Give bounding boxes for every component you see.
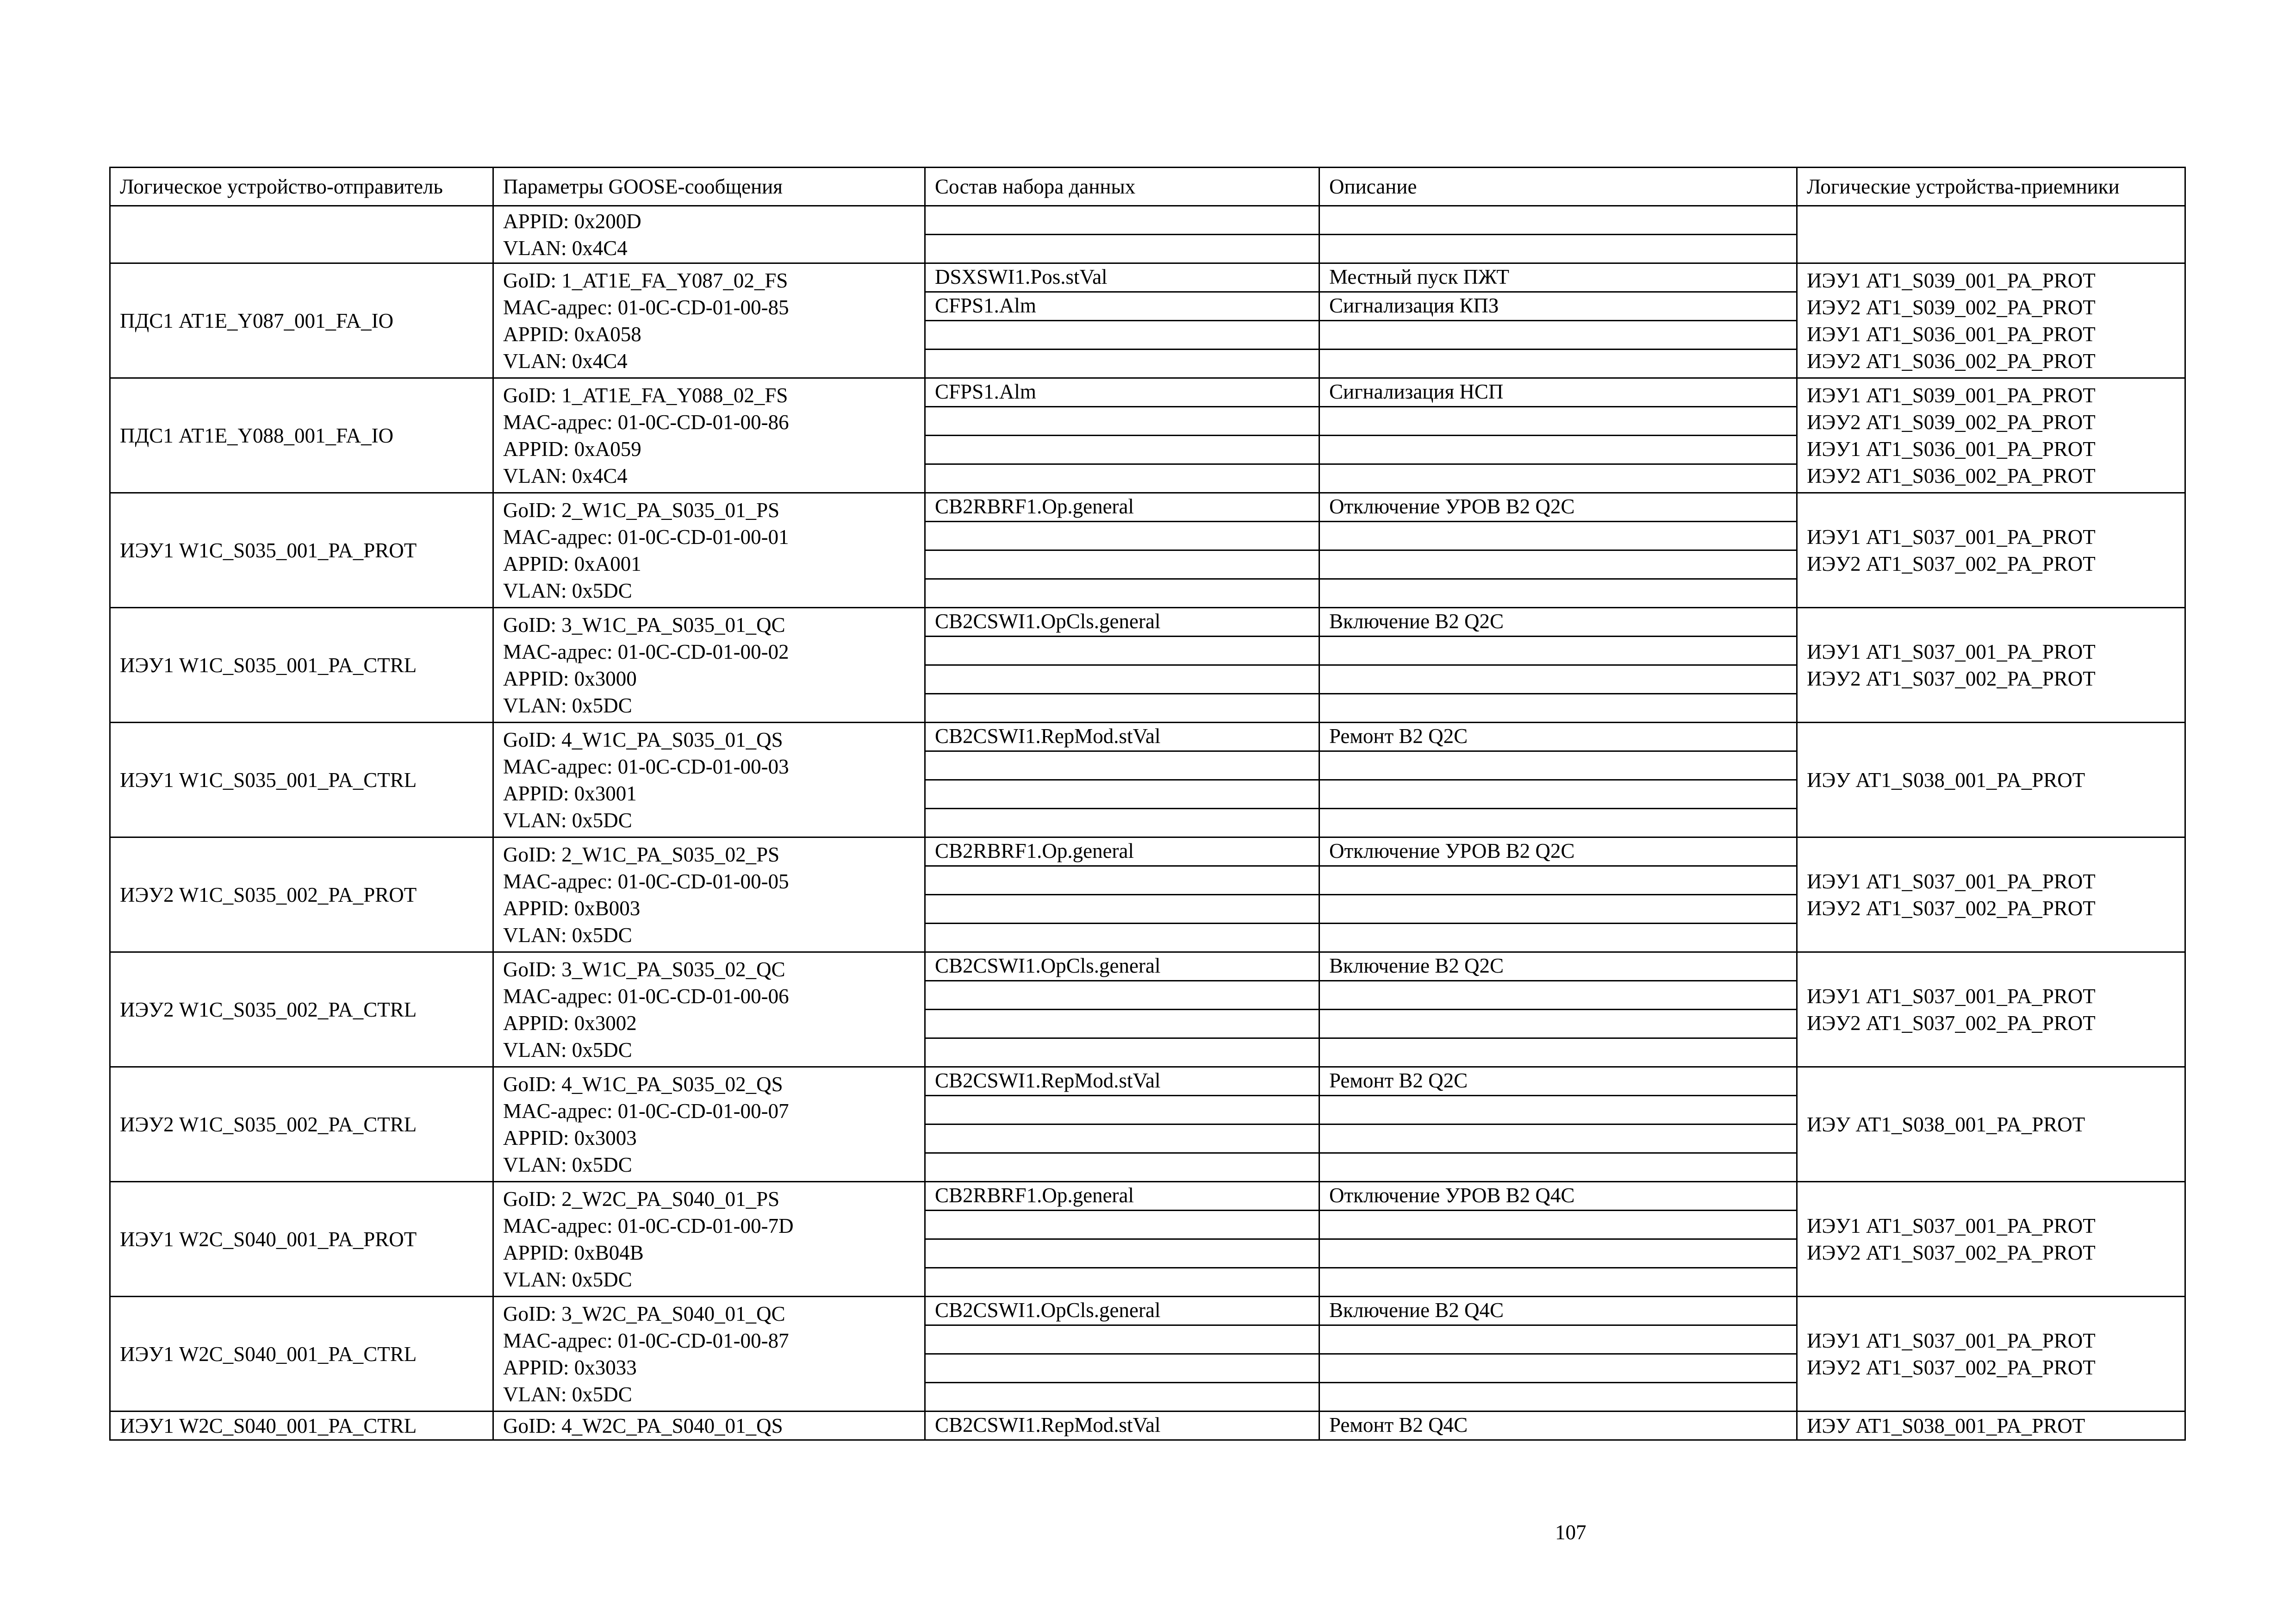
table-row (110, 1412, 2185, 1440)
table-row (110, 1067, 2185, 1096)
header-row (110, 168, 2185, 206)
sender-cell: ПДС1 AT1E_Y088_001_FA_IO (110, 378, 493, 493)
goose-params-cell (493, 263, 925, 378)
goose-params-cell (493, 1412, 925, 1440)
receiver-line: ИЭУ2 AT1_S037_002_PA_PROT (1807, 896, 2096, 920)
receiver-line: ИЭУ2 AT1_S036_002_PA_PROT (1807, 464, 2096, 487)
receiver-line: ИЭУ AT1_S038_001_PA_PROT (1807, 1112, 2085, 1136)
dataset-cell: CFPS1.Alm (925, 292, 1319, 321)
receiver-line: ИЭУ1 AT1_S039_001_PA_PROT (1807, 269, 2096, 292)
goose-param-line: APPID: 0x3033 (503, 1355, 637, 1379)
dataset-cell (925, 981, 1319, 1010)
sender-cell: ИЭУ1 W1C_S035_001_PA_PROT (110, 493, 493, 608)
description-cell (1319, 694, 1797, 723)
description-cell (1319, 866, 1797, 895)
description-cell (1319, 1354, 1797, 1383)
sender-cell: ИЭУ1 W1C_S035_001_PA_CTRL (110, 723, 493, 837)
goose-param-line: GoID: 4_W1C_PA_S035_02_QS (503, 1072, 783, 1096)
dataset-cell: CB2CSWI1.OpCls.general (925, 952, 1319, 981)
goose-param-line: MAC-адрес: 01-0C-CD-01-00-01 (503, 525, 789, 549)
dataset-cell (925, 235, 1319, 263)
receiver-line: ИЭУ2 AT1_S039_002_PA_PROT (1807, 410, 2096, 434)
goose-param-line: GoID: 1_AT1E_FA_Y087_02_FS (503, 269, 788, 292)
sender-cell (110, 206, 493, 263)
dataset-cell (925, 1153, 1319, 1182)
receiver-line: ИЭУ1 AT1_S036_001_PA_PROT (1807, 322, 2096, 346)
description-cell: Включение В2 Q2C (1319, 952, 1797, 981)
dataset-cell (925, 1354, 1319, 1383)
goose-params-cell (493, 608, 925, 723)
table-row (110, 263, 2185, 292)
goose-param-line: GoID: 2_W1C_PA_S035_02_PS (503, 843, 780, 866)
dataset-cell (925, 809, 1319, 837)
dataset-cell (925, 1096, 1319, 1124)
receiver-line: ИЭУ1 AT1_S037_001_PA_PROT (1807, 640, 2096, 663)
description-cell (1319, 1211, 1797, 1239)
goose-param-line: APPID: 0x3003 (503, 1126, 637, 1149)
goose-params-cell (493, 1182, 925, 1297)
description-cell (1319, 809, 1797, 837)
goose-param-line: GoID: 1_AT1E_FA_Y088_02_FS (503, 383, 788, 407)
dataset-cell (925, 1038, 1319, 1067)
dataset-cell (925, 866, 1319, 895)
dataset-cell: CB2RBRF1.Op.general (925, 837, 1319, 866)
receiver-line: ИЭУ1 AT1_S037_001_PA_PROT (1807, 1214, 2096, 1237)
dataset-cell (925, 321, 1319, 350)
dataset-cell (925, 895, 1319, 924)
description-cell (1319, 1239, 1797, 1268)
goose-param-line: MAC-адрес: 01-0C-CD-01-00-7D (503, 1214, 794, 1237)
description-cell (1319, 407, 1797, 436)
receiver-line: ИЭУ1 AT1_S039_001_PA_PROT (1807, 383, 2096, 407)
goose-param-line: APPID: 0x3002 (503, 1011, 637, 1035)
receivers-cell (1797, 723, 2185, 837)
description-cell (1319, 1038, 1797, 1067)
description-cell (1319, 235, 1797, 263)
goose-param-line: VLAN: 0x5DC (503, 1268, 632, 1291)
description-cell (1319, 981, 1797, 1010)
receiver-line: ИЭУ2 AT1_S037_002_PA_PROT (1807, 552, 2096, 575)
goose-param-line: MAC-адрес: 01-0C-CD-01-00-06 (503, 984, 789, 1008)
receiver-line: ИЭУ1 AT1_S037_001_PA_PROT (1807, 525, 2096, 549)
header-sender: Логическое устройство-отправитель (110, 168, 493, 206)
description-cell (1319, 637, 1797, 665)
header-receivers: Логические устройства-приемники (1797, 168, 2185, 206)
goose-param-line: MAC-адрес: 01-0C-CD-01-00-07 (503, 1099, 789, 1123)
goose-param-line: MAC-адрес: 01-0C-CD-01-00-86 (503, 410, 789, 434)
dataset-cell (925, 1268, 1319, 1297)
header-goose-params: Параметры GOOSE-сообщения (493, 168, 925, 206)
dataset-cell (925, 436, 1319, 464)
receiver-line: ИЭУ2 AT1_S039_002_PA_PROT (1807, 295, 2096, 319)
description-cell (1319, 1153, 1797, 1182)
description-cell (1319, 350, 1797, 378)
receivers-cell (1797, 263, 2185, 378)
goose-param-line: GoID: 3_W1C_PA_S035_02_QC (503, 957, 785, 981)
receiver-line: ИЭУ1 AT1_S037_001_PA_PROT (1807, 1329, 2096, 1352)
dataset-cell (925, 694, 1319, 723)
dataset-cell (925, 550, 1319, 579)
dataset-cell (925, 350, 1319, 378)
description-cell (1319, 550, 1797, 579)
sender-cell: ИЭУ1 W2C_S040_001_PA_CTRL (110, 1297, 493, 1412)
dataset-cell: CB2CSWI1.RepMod.stVal (925, 723, 1319, 751)
description-cell: Сигнализация НСП (1319, 378, 1797, 407)
dataset-cell: CB2CSWI1.OpCls.general (925, 1297, 1319, 1325)
receivers-cell (1797, 608, 2185, 723)
goose-param-line: VLAN: 0x4C4 (503, 464, 628, 487)
description-cell (1319, 464, 1797, 493)
goose-param-line: GoID: 3_W1C_PA_S035_01_QC (503, 613, 785, 637)
goose-params-cell (493, 837, 925, 952)
description-cell: Ремонт В2 Q2C (1319, 1067, 1797, 1096)
table-row (110, 608, 2185, 637)
goose-params-cell (493, 1067, 925, 1182)
sender-cell: ИЭУ1 W2C_S040_001_PA_CTRL (110, 1412, 493, 1440)
description-cell: Отключение УРОВ В2 Q2C (1319, 837, 1797, 866)
description-cell (1319, 895, 1797, 924)
dataset-cell (925, 522, 1319, 550)
goose-param-line: VLAN: 0x5DC (503, 693, 632, 717)
description-cell (1319, 321, 1797, 350)
dataset-cell (925, 637, 1319, 665)
goose-param-line: VLAN: 0x5DC (503, 1038, 632, 1062)
goose-param-line: APPID: 0x3000 (503, 667, 637, 690)
dataset-cell (925, 464, 1319, 493)
goose-params-cell (493, 206, 925, 263)
table-body (110, 168, 2185, 1440)
description-cell (1319, 1383, 1797, 1412)
sender-cell: ИЭУ2 W1C_S035_002_PA_CTRL (110, 1067, 493, 1182)
goose-table (109, 167, 2186, 1441)
goose-param-line: MAC-адрес: 01-0C-CD-01-00-87 (503, 1329, 789, 1352)
description-cell: Ремонт В2 Q4C (1319, 1412, 1797, 1440)
description-cell (1319, 579, 1797, 608)
goose-param-line: GoID: 3_W2C_PA_S040_01_QC (503, 1302, 785, 1325)
dataset-cell (925, 1325, 1319, 1354)
dataset-cell: CB2CSWI1.OpCls.general (925, 608, 1319, 637)
table-row (110, 206, 2185, 235)
sender-cell: ПДС1 AT1E_Y087_001_FA_IO (110, 263, 493, 378)
goose-param-line: VLAN: 0x4C4 (503, 349, 628, 373)
receivers-cell (1797, 1412, 2185, 1440)
goose-params-cell (493, 952, 925, 1067)
page-number: 107 (1555, 1521, 1587, 1544)
receiver-line: ИЭУ AT1_S038_001_PA_PROT (1807, 768, 2085, 792)
description-cell (1319, 1010, 1797, 1038)
dataset-cell (925, 1010, 1319, 1038)
goose-param-line: MAC-адрес: 01-0C-CD-01-00-05 (503, 869, 789, 893)
goose-params-cell (493, 378, 925, 493)
dataset-cell: CFPS1.Alm (925, 378, 1319, 407)
dataset-cell: CB2CSWI1.RepMod.stVal (925, 1067, 1319, 1096)
goose-param-line: APPID: 0x200D (503, 209, 641, 233)
table-row (110, 493, 2185, 522)
description-cell: Сигнализация КПЗ (1319, 292, 1797, 321)
goose-param-line: GoID: 2_W1C_PA_S035_01_PS (503, 498, 780, 522)
receivers-cell (1797, 493, 2185, 608)
goose-param-line: MAC-адрес: 01-0C-CD-01-00-03 (503, 755, 789, 778)
dataset-cell (925, 1124, 1319, 1153)
receivers-cell (1797, 378, 2185, 493)
receiver-line: ИЭУ2 AT1_S037_002_PA_PROT (1807, 1011, 2096, 1035)
goose-param-line: MAC-адрес: 01-0C-CD-01-00-02 (503, 640, 789, 663)
sender-cell: ИЭУ2 W1C_S035_002_PA_PROT (110, 837, 493, 952)
receivers-cell (1797, 837, 2185, 952)
goose-param-line: VLAN: 0x5DC (503, 923, 632, 947)
description-cell (1319, 665, 1797, 694)
table-row (110, 1182, 2185, 1211)
dataset-cell (925, 924, 1319, 952)
goose-param-line: APPID: 0xB04B (503, 1241, 644, 1264)
goose-param-line: APPID: 0xA001 (503, 552, 641, 575)
receivers-cell (1797, 1182, 2185, 1297)
description-cell (1319, 751, 1797, 780)
description-cell (1319, 522, 1797, 550)
description-cell (1319, 1325, 1797, 1354)
description-cell: Отключение УРОВ В2 Q2C (1319, 493, 1797, 522)
receiver-line: ИЭУ1 AT1_S037_001_PA_PROT (1807, 984, 2096, 1008)
goose-param-line: VLAN: 0x5DC (503, 579, 632, 602)
goose-param-line: APPID: 0xA058 (503, 322, 641, 346)
sender-cell: ИЭУ1 W1C_S035_001_PA_CTRL (110, 608, 493, 723)
receivers-cell (1797, 952, 2185, 1067)
dataset-cell: CB2RBRF1.Op.general (925, 493, 1319, 522)
sender-cell: ИЭУ2 W1C_S035_002_PA_CTRL (110, 952, 493, 1067)
description-cell: Отключение УРОВ В2 Q4C (1319, 1182, 1797, 1211)
dataset-cell: CB2CSWI1.RepMod.stVal (925, 1412, 1319, 1440)
goose-param-line: VLAN: 0x5DC (503, 808, 632, 832)
receiver-line: ИЭУ2 AT1_S037_002_PA_PROT (1807, 1355, 2096, 1379)
description-cell (1319, 924, 1797, 952)
receiver-line: ИЭУ1 AT1_S036_001_PA_PROT (1807, 437, 2096, 461)
dataset-cell (925, 1211, 1319, 1239)
goose-params-cell (493, 1297, 925, 1412)
description-cell (1319, 780, 1797, 809)
receiver-line: ИЭУ2 AT1_S037_002_PA_PROT (1807, 1241, 2096, 1264)
goose-param-line: GoID: 2_W2C_PA_S040_01_PS (503, 1187, 780, 1211)
description-cell (1319, 436, 1797, 464)
goose-param-line: VLAN: 0x4C4 (503, 236, 628, 260)
header-description: Описание (1319, 168, 1797, 206)
table-row (110, 952, 2185, 981)
dataset-cell (925, 780, 1319, 809)
goose-param-line: GoID: 4_W2C_PA_S040_01_QS (503, 1414, 783, 1437)
goose-params-cell (493, 493, 925, 608)
description-cell: Ремонт В2 Q2C (1319, 723, 1797, 751)
goose-param-line: APPID: 0xB003 (503, 896, 641, 920)
dataset-cell (925, 1239, 1319, 1268)
goose-param-line: VLAN: 0x5DC (503, 1382, 632, 1406)
dataset-cell (925, 751, 1319, 780)
description-cell: Включение В2 Q2C (1319, 608, 1797, 637)
receivers-cell (1797, 1067, 2185, 1182)
dataset-cell (925, 206, 1319, 235)
header-dataset: Состав набора данных (925, 168, 1319, 206)
description-cell: Местный пуск ПЖТ (1319, 263, 1797, 292)
description-cell (1319, 1268, 1797, 1297)
receiver-line: ИЭУ AT1_S038_001_PA_PROT (1807, 1414, 2085, 1437)
table-row (110, 837, 2185, 866)
description-cell (1319, 1124, 1797, 1153)
goose-param-line: APPID: 0xA059 (503, 437, 641, 461)
receiver-line: ИЭУ2 AT1_S036_002_PA_PROT (1807, 349, 2096, 373)
receiver-line: ИЭУ2 AT1_S037_002_PA_PROT (1807, 667, 2096, 690)
receiver-line: ИЭУ1 AT1_S037_001_PA_PROT (1807, 869, 2096, 893)
goose-param-line: VLAN: 0x5DC (503, 1153, 632, 1176)
goose-param-line: GoID: 4_W1C_PA_S035_01_QS (503, 728, 783, 751)
description-cell (1319, 206, 1797, 235)
goose-param-line: MAC-адрес: 01-0C-CD-01-00-85 (503, 295, 789, 319)
receivers-cell (1797, 1297, 2185, 1412)
goose-params-cell (493, 723, 925, 837)
table-row (110, 1297, 2185, 1325)
sender-cell: ИЭУ1 W2C_S040_001_PA_PROT (110, 1182, 493, 1297)
dataset-cell (925, 579, 1319, 608)
dataset-cell (925, 1383, 1319, 1412)
table-row (110, 378, 2185, 407)
description-cell: Включение В2 Q4C (1319, 1297, 1797, 1325)
receivers-cell (1797, 206, 2185, 263)
goose-param-line: APPID: 0x3001 (503, 781, 637, 805)
dataset-cell: DSXSWI1.Pos.stVal (925, 263, 1319, 292)
dataset-cell (925, 407, 1319, 436)
dataset-cell (925, 665, 1319, 694)
table-row (110, 723, 2185, 751)
dataset-cell: CB2RBRF1.Op.general (925, 1182, 1319, 1211)
description-cell (1319, 1096, 1797, 1124)
